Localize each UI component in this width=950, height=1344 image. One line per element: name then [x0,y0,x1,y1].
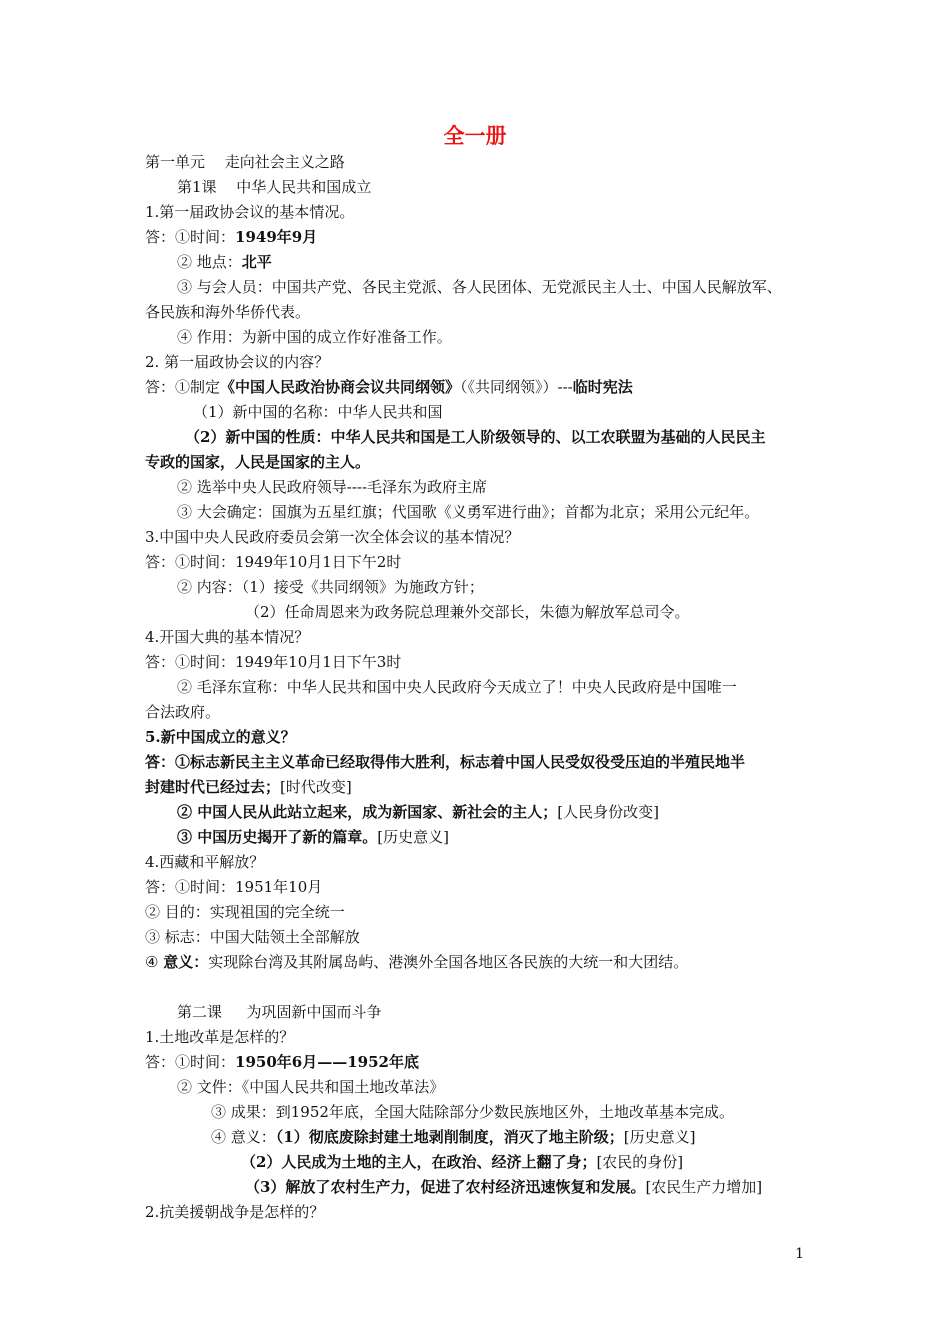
text-span: 5.新中国成立的意义？ [145,728,296,746]
text-span: [人民身份改变] [557,803,659,821]
text-line [177,327,452,347]
text-span: （1）彻底废除封建土地剥削制度，消灭了地主阶级； [275,1128,624,1146]
text-line [145,377,633,397]
text-span: 2. 第一届政协会议的内容？ [145,353,330,371]
text-span: [历史意义] [623,1128,696,1146]
text-span: 答：①标志新民主主义革命已经取得伟大胜利，标志着中国人民受奴役受压迫的半殖民地半 [145,753,746,771]
text-span: ④ [145,953,164,971]
text-span: ② 内容：（1）接受《共同纲领》为施政方针； [177,578,484,596]
text-span: （2）任命周恩来为政务院总理兼外交部长，朱德为解放军总司令。 [245,603,690,621]
text-span: （1）新中国的名称：中华人民共和国 [193,403,443,421]
text-line [145,777,352,797]
text-line [145,302,310,322]
text-line [145,202,354,222]
text-line [177,277,782,297]
document-title: 全一册 [443,124,507,148]
text-span: 《中国人民政治协商会议共同纲领》 [220,378,461,396]
text-line [145,852,264,872]
text-line [177,827,449,847]
text-line [193,402,443,422]
text-span: （《共同纲领》）--- [460,378,573,396]
text-span: ③ 与会人员：中国共产党、各民主党派、各人民团体、无党派民主人士、中国人民解放军、 [177,278,782,296]
text-line [145,1027,294,1047]
text-line [145,877,322,897]
text-span: [时代改变] [280,778,352,796]
text-span: ③ 中国历史揭开了新的篇章。 [177,828,378,846]
text-line [145,902,345,922]
text-line [177,502,759,522]
text-span: 答：①时间： [145,228,236,246]
text-span: 答：①时间：1949年10月1日下午2时 [145,553,402,571]
text-span: ② 中国人民从此站立起来，成为新国家、新社会的主人； [177,803,558,821]
text-span: 各民族和海外华侨代表。 [145,303,311,321]
text-span: [农民的身份] [596,1153,684,1171]
text-span: 2.抗美援朝战争是怎样的？ [145,1203,325,1221]
text-line [145,702,220,722]
text-line [177,677,737,697]
text-span: 答：①时间： [145,1053,236,1071]
text-span: 1949年9月 [235,228,318,246]
text-span: 第一单元 走向社会主义之路 [145,153,345,171]
text-line [145,627,309,647]
text-span: [农民生产力增加] [645,1178,763,1196]
text-span: 1.土地改革是怎样的？ [145,1028,295,1046]
text-line [241,1152,683,1172]
text-span: 第二课 为巩固新中国而斗争 [177,1003,382,1021]
text-span: 答：①时间：1949年10月1日下午3时 [145,653,402,671]
text-span: 封建时代已经过去； [145,778,281,796]
text-span: 1.第一届政协会议的基本情况。 [145,203,355,221]
text-span: 4.开国大典的基本情况？ [145,628,310,646]
text-span: ④ 意义： [211,1128,276,1146]
text-line [145,152,345,172]
text-span: 北平 [241,253,272,271]
text-line [177,577,484,597]
text-line [177,1077,444,1097]
text-line [145,752,745,772]
text-span: （2）人民成为土地的主人，在政治、经济上翻了身； [241,1153,597,1171]
text-span: ② 选举中央人民政府领导----毛泽东为政府主席 [177,478,488,496]
text-span: （3）解放了农村生产力，促进了农村经济迅速恢复和发展。 [245,1178,646,1196]
text-span: ② 目的：实现祖国的完全统一 [145,903,345,921]
text-line [245,1177,762,1197]
text-span: 答：①时间：1951年10月 [145,878,323,896]
text-span: 4.西藏和平解放？ [145,853,265,871]
text-line [145,952,688,972]
page-number: 1 [795,1246,804,1262]
text-span: 合法政府。 [145,703,221,721]
text-line [145,1052,419,1072]
text-span: ② 文件：《中国人民共和国土地改革法》 [177,1078,445,1096]
text-span: 1950年6月——1952年底 [235,1053,419,1071]
text-line [145,1202,324,1222]
text-line [177,802,659,822]
text-span: ② 毛泽东宣称：中华人民共和国中央人民政府今天成立了！中央人民政府是中国唯一 [177,678,737,696]
text-span: 临时宪法 [572,378,633,396]
text-span: （2）新中国的性质：中华人民共和国是工人阶级领导的、以工农联盟为基础的人民民主 [185,428,766,446]
text-span: ③ 大会确定：国旗为五星红旗；代国歌《义勇军进行曲》；首都为北京；采用公元纪年。 [177,503,760,521]
text-line [145,552,401,572]
text-line [145,352,329,372]
text-span: ③ 标志：中国大陆领土全部解放 [145,928,360,946]
text-line [211,1127,695,1147]
text-line [177,477,487,497]
text-line [185,427,765,447]
text-span: 意义： [163,953,209,971]
text-line [177,177,371,197]
text-line [211,1102,734,1122]
text-span: 答：①制定 [145,378,221,396]
text-line [145,452,370,472]
text-span: 3.中国中央人民政府委员会第一次全体会议的基本情况？ [145,528,520,546]
text-line [145,927,360,947]
text-span: [历史意义] [377,828,449,846]
text-span: 专政的国家，人民是国家的主人。 [145,453,371,471]
text-line [145,527,519,547]
text-span: 实现除台湾及其附属岛屿、港澳外全国各地区各民族的大统一和大团结。 [208,953,689,971]
text-span: ④ 作用：为新中国的成立作好准备工作。 [177,328,452,346]
text-line [145,652,401,672]
text-line [145,727,296,747]
text-span: ③ 成果：到1952年底，全国大陆除部分少数民族地区外，土地改革基本完成。 [211,1103,734,1121]
text-line [145,227,317,247]
text-line [177,1002,382,1022]
text-span: ② 地点： [177,253,242,271]
text-line [245,602,690,622]
text-line [177,252,272,272]
text-span: 第1课 中华人民共和国成立 [177,178,372,196]
